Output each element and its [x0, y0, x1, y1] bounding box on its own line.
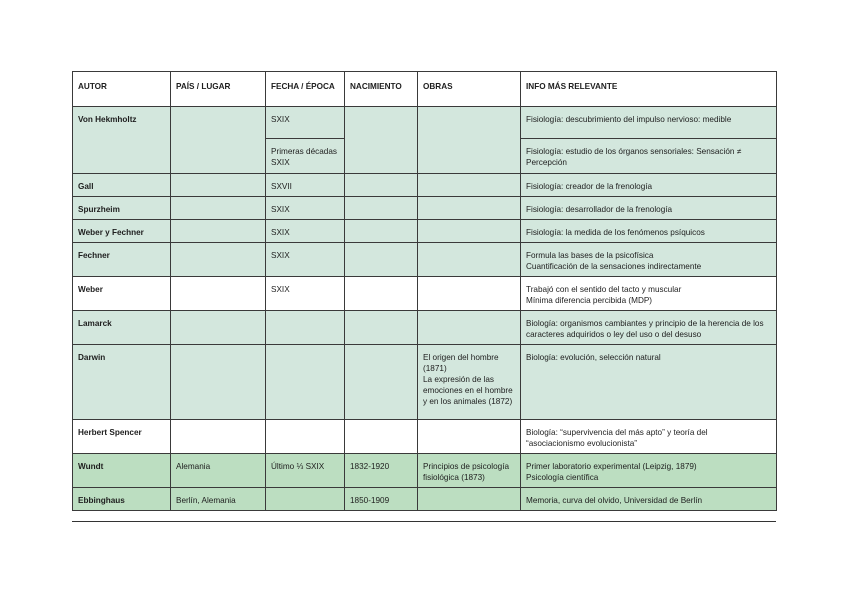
- table-row: [73, 243, 777, 277]
- cell-autor: Weber y Fechner: [73, 220, 171, 243]
- cell-nacimiento: [345, 174, 418, 197]
- cell-pais: [171, 220, 266, 243]
- cell-info: Fisiología: desarrollador de la frenología: [521, 197, 777, 220]
- authors-table: [72, 71, 777, 511]
- cell-pais: [171, 174, 266, 197]
- table-row: [73, 197, 777, 220]
- table-row: [73, 277, 777, 311]
- cell-obras: El origen del hombre (1871) La expresión de las emociones en el hombre y en los animales (1872): [418, 345, 521, 420]
- cell-info: Fisiología: estudio de los órganos sensoriales: Sensación ≠ Percepción: [521, 139, 777, 174]
- cell-nacimiento: [345, 420, 418, 454]
- cell-obras: [418, 311, 521, 345]
- cell-obras: Principios de psicología fisiológica (1873): [418, 454, 521, 488]
- cell-pais: Alemania: [171, 454, 266, 488]
- cell-pais: [171, 420, 266, 454]
- cell-nacimiento: [345, 345, 418, 420]
- cell-fecha: SXIX: [266, 277, 345, 311]
- cell-autor: Lamarck: [73, 311, 171, 345]
- cell-nacimiento: [345, 107, 418, 174]
- cell-pais: [171, 107, 266, 174]
- cell-fecha: SXIX: [266, 107, 345, 139]
- cell-nacimiento: 1850-1909: [345, 488, 418, 511]
- cell-pais: [171, 197, 266, 220]
- cell-info: Biología: “supervivencia del más apto” y teoría del “asociacionismo evolucionista”: [521, 420, 777, 454]
- cell-pais: [171, 277, 266, 311]
- cell-info: Biología: evolución, selección natural: [521, 345, 777, 420]
- table-row: [73, 107, 777, 139]
- header-fecha: FECHA / ÉPOCA: [266, 72, 345, 107]
- cell-fecha: [266, 345, 345, 420]
- header-nacimiento: NACIMIENTO: [345, 72, 418, 107]
- cell-nacimiento: [345, 243, 418, 277]
- cell-info: Fisiología: descubrimiento del impulso nervioso: medible: [521, 107, 777, 139]
- table-row: [73, 174, 777, 197]
- cell-info: Trabajó con el sentido del tacto y muscular Mínima diferencia percibida (MDP): [521, 277, 777, 311]
- cell-obras: [418, 488, 521, 511]
- cell-pais: [171, 345, 266, 420]
- cell-autor: Wundt: [73, 454, 171, 488]
- cell-autor: Spurzheim: [73, 197, 171, 220]
- table-row: [73, 454, 777, 488]
- table-row: [73, 220, 777, 243]
- cell-autor: Von Hekmholtz: [73, 107, 171, 174]
- cell-autor: Fechner: [73, 243, 171, 277]
- cell-nacimiento: 1832-1920: [345, 454, 418, 488]
- header-autor: AUTOR: [73, 72, 171, 107]
- cell-obras: [418, 220, 521, 243]
- cell-obras: [418, 277, 521, 311]
- cell-fecha: [266, 420, 345, 454]
- cell-fecha: SXIX: [266, 243, 345, 277]
- cell-fecha: SXIX: [266, 220, 345, 243]
- cell-pais: Berlín, Alemania: [171, 488, 266, 511]
- cell-autor: Weber: [73, 277, 171, 311]
- cell-nacimiento: [345, 277, 418, 311]
- cell-info: Primer laboratorio experimental (Leipzig, 1879) Psicología científica: [521, 454, 777, 488]
- footer-divider: [72, 521, 776, 522]
- cell-nacimiento: [345, 197, 418, 220]
- cell-fecha: [266, 311, 345, 345]
- cell-obras: [418, 243, 521, 277]
- cell-info: Fisiología: creador de la frenología: [521, 174, 777, 197]
- cell-obras: [418, 420, 521, 454]
- cell-fecha: SXVII: [266, 174, 345, 197]
- cell-fecha: SXIX: [266, 197, 345, 220]
- header-info: INFO MÁS RELEVANTE: [521, 72, 777, 107]
- cell-nacimiento: [345, 220, 418, 243]
- cell-pais: [171, 243, 266, 277]
- cell-info: Memoria, curva del olvido, Universidad de Berlín: [521, 488, 777, 511]
- cell-obras: [418, 107, 521, 174]
- cell-pais: [171, 311, 266, 345]
- cell-fecha: Último ⅓ SXIX: [266, 454, 345, 488]
- cell-obras: [418, 197, 521, 220]
- cell-fecha: Primeras décadas SXIX: [266, 139, 345, 174]
- table-row: [73, 345, 777, 420]
- cell-info: Formula las bases de la psicofísica Cuantificación de la sensaciones indirectamente: [521, 243, 777, 277]
- table-row: [73, 420, 777, 454]
- cell-info: Biología: organismos cambiantes y principio de la herencia de los caracteres adquiridos o ley del uso o del desuso: [521, 311, 777, 345]
- cell-autor: Ebbinghaus: [73, 488, 171, 511]
- cell-autor: Darwin: [73, 345, 171, 420]
- cell-obras: [418, 174, 521, 197]
- cell-autor: Gall: [73, 174, 171, 197]
- header-row: [73, 72, 777, 107]
- cell-autor: Herbert Spencer: [73, 420, 171, 454]
- cell-nacimiento: [345, 311, 418, 345]
- cell-fecha: [266, 488, 345, 511]
- header-obras: OBRAS: [418, 72, 521, 107]
- table-row: [73, 311, 777, 345]
- cell-info: Fisiología: la medida de los fenómenos psíquicos: [521, 220, 777, 243]
- table-row: [73, 488, 777, 511]
- header-pais: PAÍS / LUGAR: [171, 72, 266, 107]
